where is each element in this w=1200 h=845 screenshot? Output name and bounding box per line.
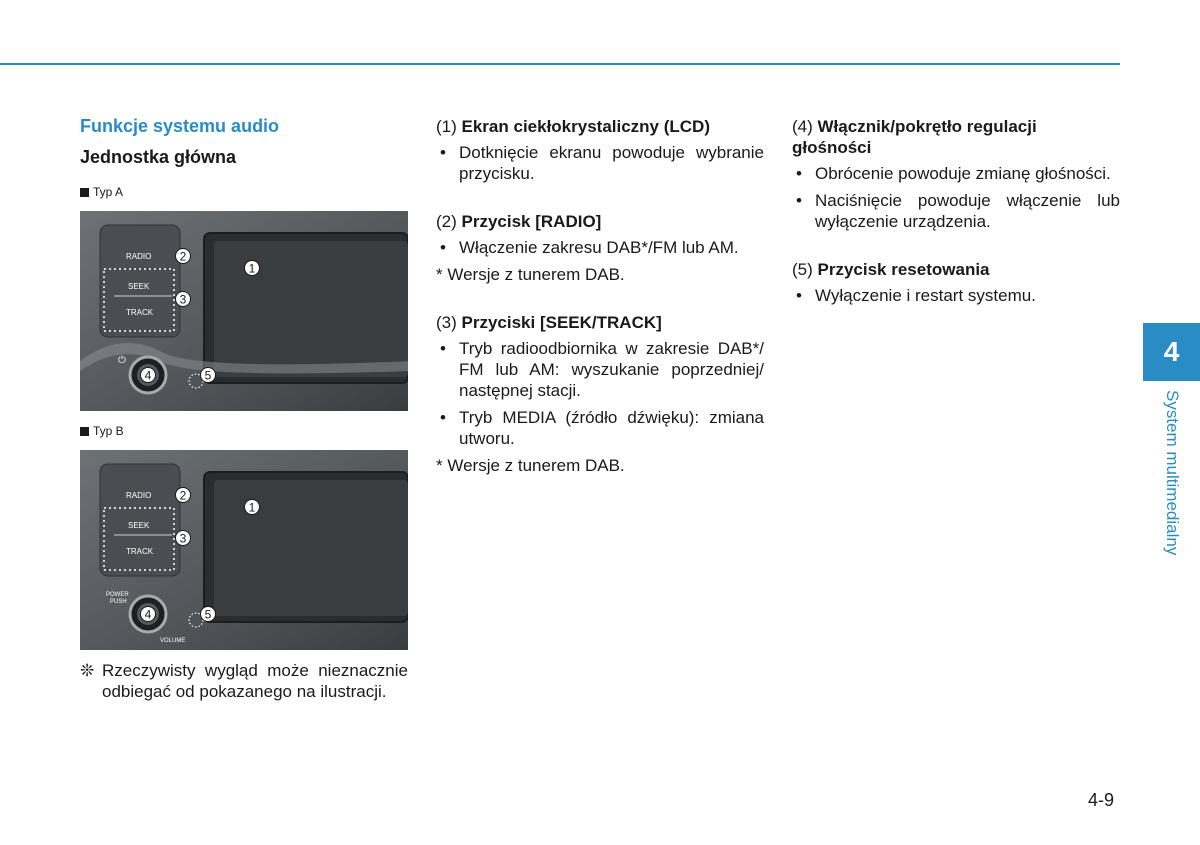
item-4-heading: (4) Włącznik/pokrętło regulacji głośności	[792, 117, 1037, 157]
chapter-tab[interactable]: 4	[1143, 323, 1200, 381]
note-symbol-icon: ❊	[80, 661, 95, 680]
svg-text:2: 2	[179, 249, 187, 264]
volume-label: VOLUME	[160, 638, 186, 644]
list-item: • Włączenie zakresu DAB*/FM lub AM.	[436, 237, 764, 258]
item-2-heading: (2) Przycisk [RADIO]	[436, 212, 602, 231]
list-item: • Wyłączenie i restart systemu.	[792, 285, 1120, 306]
head-unit-type-b-illustration	[80, 450, 408, 650]
svg-text:1: 1	[248, 261, 256, 276]
item-3-footnote: * Wersje z tunerem DAB.	[436, 456, 625, 475]
list-item: • Naciśnięcie powoduje włączenie lub wyłączenie urządzenia.	[792, 190, 1120, 232]
radio-button-label: RADIO	[126, 491, 152, 500]
callout-2	[176, 249, 191, 264]
push-label: PUSH	[110, 599, 127, 605]
type-a-label-text: Typ A	[93, 185, 124, 199]
seek-button-label: SEEK	[128, 282, 150, 291]
callout-5	[201, 607, 216, 622]
svg-text:5: 5	[204, 607, 212, 622]
item-2-footnote: * Wersje z tunerem DAB.	[436, 265, 625, 284]
figure-type-b	[80, 450, 408, 650]
left-column	[80, 116, 408, 702]
type-a-label	[80, 182, 408, 203]
item-5-bullets	[792, 285, 1120, 306]
note-text: Rzeczywisty wygląd może nieznacznie odbiegać od pokazanego na ilustracji.	[102, 661, 408, 701]
callout-5	[201, 368, 216, 383]
item-3-heading: (3) Przyciski [SEEK/TRACK]	[436, 313, 662, 332]
callout-2	[176, 488, 191, 503]
item-1-heading: (1) Ekran ciekłokrystaliczny (LCD)	[436, 117, 710, 136]
callout-1	[245, 261, 260, 276]
callout-3	[176, 531, 191, 546]
list-item: • Tryb MEDIA (źródło dźwięku): zmiana utworu.	[436, 407, 764, 449]
callout-4	[141, 607, 156, 622]
svg-text:3: 3	[179, 531, 187, 546]
callout-1	[245, 500, 260, 515]
item-4-bullets	[792, 163, 1120, 232]
svg-text:3: 3	[179, 292, 187, 307]
power-icon: ⏻	[118, 355, 126, 366]
list-item: • Dotknięcie ekranu powoduje wybranie przycisku.	[436, 142, 764, 184]
section-title: Funkcje systemu audio	[80, 116, 280, 136]
type-b-label	[80, 421, 408, 442]
middle-column	[436, 116, 764, 482]
item-3-bullets	[436, 338, 764, 449]
type-b-label-text: Typ B	[93, 424, 124, 438]
chapter-title: System multimedialny	[1163, 390, 1182, 556]
top-rule	[0, 63, 1120, 65]
square-bullet-icon	[80, 427, 89, 436]
right-column	[792, 116, 1120, 312]
callout-4	[141, 368, 156, 383]
svg-text:2: 2	[179, 488, 187, 503]
svg-text:4: 4	[144, 368, 152, 383]
list-item: • Tryb radioodbiornika w zakresie DAB*/ FM lub AM: wyszukanie poprzedniej/ następnej stacji.	[436, 338, 764, 401]
square-bullet-icon	[80, 188, 89, 197]
head-unit-type-a-illustration	[80, 211, 408, 411]
item-5-heading: (5) Przycisk resetowania	[792, 260, 990, 279]
callout-3	[176, 292, 191, 307]
radio-button-label: RADIO	[126, 252, 152, 261]
seek-button-label: SEEK	[128, 521, 150, 530]
power-label: POWER	[106, 592, 129, 598]
svg-text:5: 5	[204, 368, 212, 383]
track-button-label: TRACK	[126, 547, 154, 556]
svg-text:4: 4	[144, 607, 152, 622]
list-item: • Obrócenie powoduje zmianę głośności.	[792, 163, 1120, 184]
item-2-bullets	[436, 237, 764, 258]
sub-title: Jednostka główna	[80, 147, 237, 167]
illustration-note	[80, 660, 408, 702]
figure-type-a	[80, 211, 408, 411]
track-button-label: TRACK	[126, 308, 154, 317]
svg-text:1: 1	[248, 500, 256, 515]
page-number: 4-9	[1088, 790, 1115, 810]
item-1-bullets	[436, 142, 764, 184]
